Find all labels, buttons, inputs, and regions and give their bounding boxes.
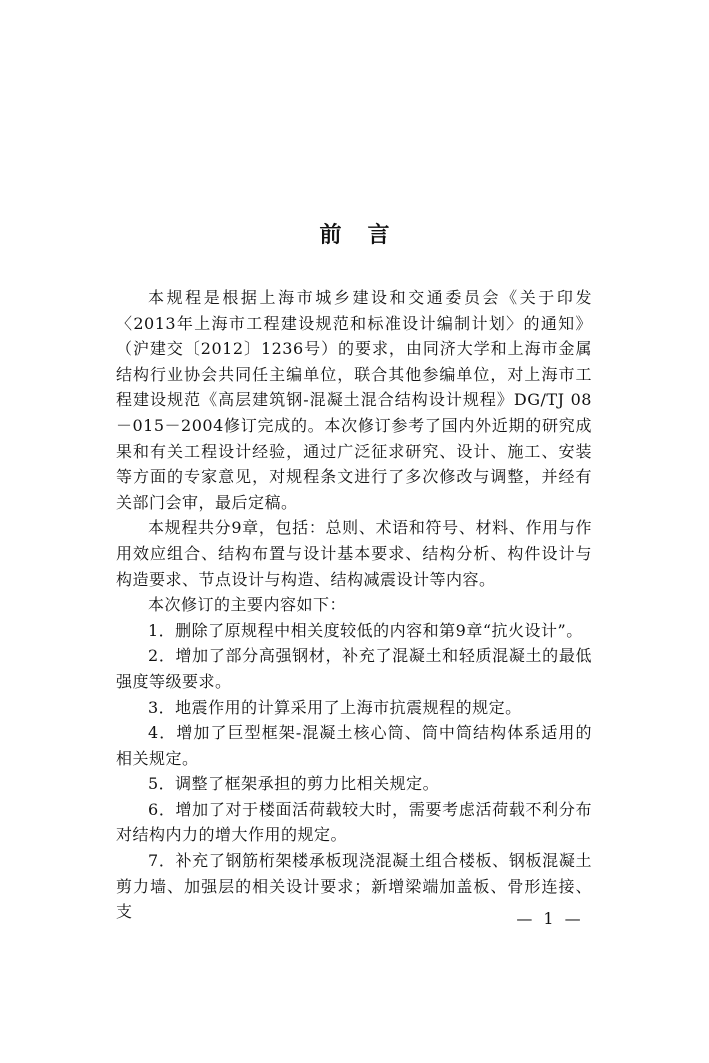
list-item-3: 3．地震作用的计算采用了上海市抗震规程的规定。: [148, 697, 522, 717]
body-text: [116, 285, 592, 925]
paragraph-revision-intro: 本次修订的主要内容如下：: [148, 595, 347, 615]
paragraph-intro: 本规程是根据上海市城乡建设和交通委员会《关于印发〈2013年上海市工程建设规范和标准设计编制计划〉的通知》（沪建交〔2012〕1236号）的要求，由同济大学和上海市金属结构行业协会共同任主编单位，联合其他参编单位，对上海市工程建设规范《高层建筑钢-混凝土混合结构设计规程》DG/TJ 08－015－2004修订完成的。本次修订参考了国内外近期的研究成果和有关工程设计经验，通过广泛征求研究、设计、施工、安装等方面的专家意见，对规程条文进行了多次修改与调整，并经有关部门会审，最后定稿。: [116, 288, 592, 512]
list-item-1: 1．删除了原规程中相关度较低的内容和第9章“抗火设计”。: [148, 620, 583, 640]
list-item-5: 5．调整了框架承担的剪力比相关规定。: [148, 774, 440, 794]
list-item-2: 2．增加了部分高强钢材，补充了混凝土和轻质混凝土的最低强度等级要求。: [116, 646, 592, 691]
page-title: 前言: [319, 222, 416, 248]
page-number: — 1 —: [516, 909, 584, 928]
paragraph-chapters: 本规程共分9章，包括：总则、术语和符号、材料、作用与作用效应组合、结构布置与设计基本要求、结构分析、构件设计与构造要求、节点设计与构造、结构减震设计等内容。: [116, 518, 592, 589]
list-item-6: 6．增加了对于楼面活荷载较大时，需要考虑活荷载不利分布对结构内力的增大作用的规定。: [116, 799, 592, 845]
list-item-4: 4．增加了巨型框架-混凝土核心筒、筒中筒结构体系适用的相关规定。: [116, 723, 592, 768]
list-item-7: 7．补充了钢筋桁架楼承板现浇混凝土组合楼板、钢板混凝土剪力墙、加强层的相关设计要求；新增梁端加盖板、骨形连接、支: [116, 851, 592, 922]
